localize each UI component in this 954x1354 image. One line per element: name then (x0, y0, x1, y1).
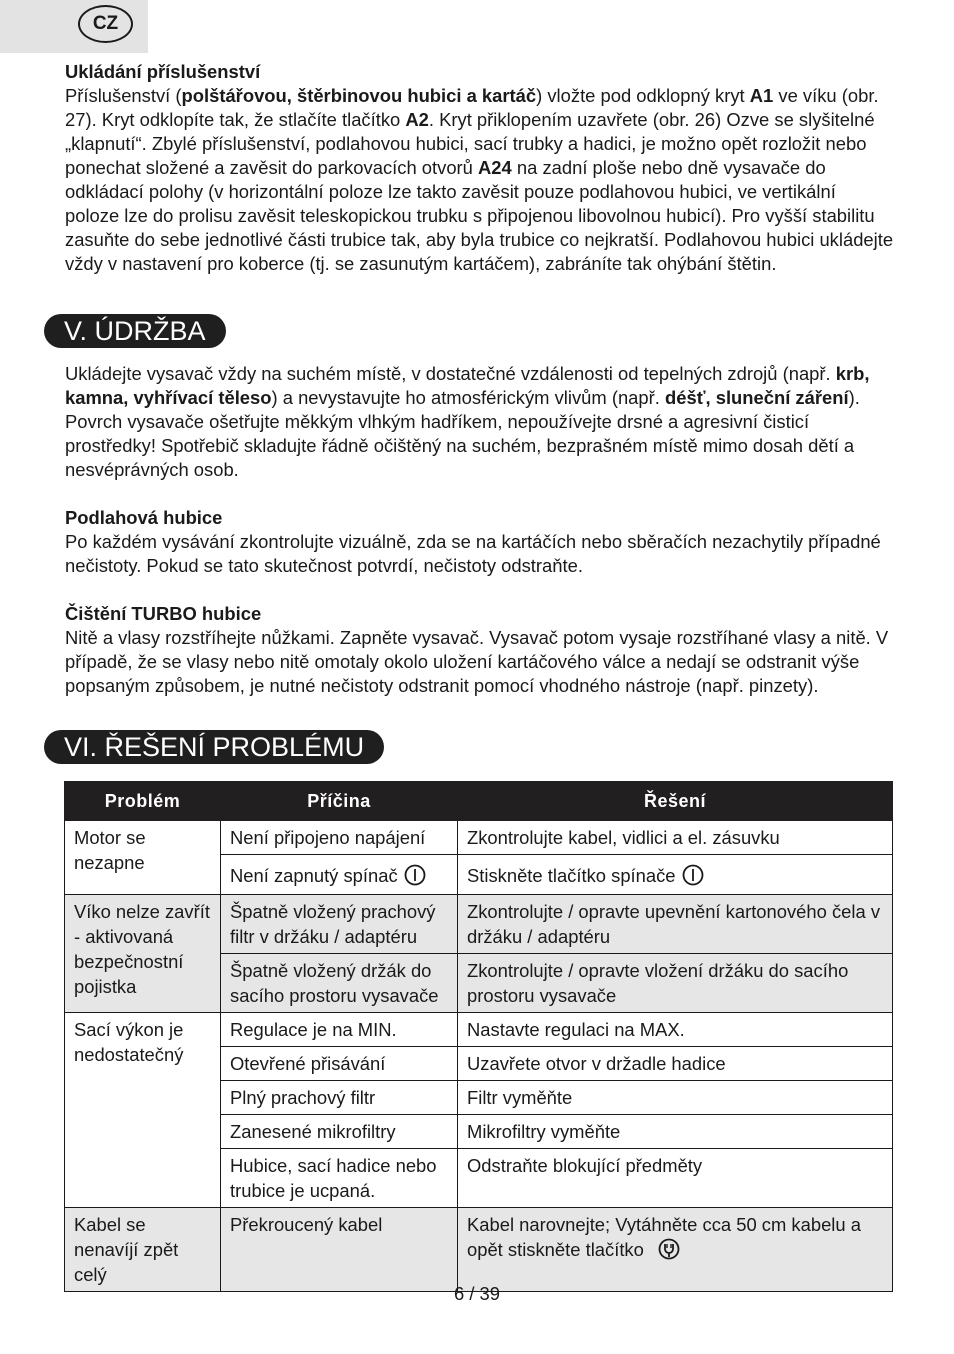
cause-cell: Plný prachový filtr (221, 1081, 458, 1115)
language-badge: CZ (78, 5, 133, 43)
floor-nozzle-text: Po každém vysávání zkontrolujte vizuálně, zda se na kartáčích nebo sběračích nezachytily případné nečistoty. Pokud se tato skutečnost potvrdí, nečistoty odstraňte. (65, 531, 881, 576)
solution-cell: Filtr vyměňte (458, 1081, 893, 1115)
solution-cell: Kabel narovnejte; Vytáhněte cca 50 cm kabelu a opět stiskněte tlačítko (458, 1208, 893, 1292)
cause-cell: Regulace je na MIN. (221, 1013, 458, 1047)
language-tab (0, 0, 148, 53)
table-row (65, 1208, 893, 1292)
problem-cell: Motor se nezapne (65, 821, 221, 895)
storage-paragraph: Příslušenství (polštářovou, štěrbinovou hubici a kartáč) vložte pod odklopný kryt A1 ve víku (obr. 27). Kryt odklopíte tak, že stlačíte tlačítko A2. Kryt přiklopením uzavřete (obr. 26) Ozve se slyšitelné „klapnutí“. Zbylé příslušenství, podlahovou hubici, sací trubky a hadici, je možno opět rozložit nebo ponechat složené a zavěsit do parkovacích otvorů A24 na zadní ploše nebo dně vysavače do odkládací polohy (v horizontální poloze lze takto zavěsit pouze podlahovou hubici, ve vertikální poloze lze do prolisu zavěsit teleskopickou trubku s připojenou libovolnou hubicí). Pro vyšší stabilitu zasuňte do sebe jednotlivé části trubice tak, aby byla trubice co nejkratší. Podlahovou hubici ukládejte vždy v nastavení pro koberce (tj. se zasunutým kartáčem), zabráníte tak ohýbání štětin. (65, 85, 894, 274)
solution-cell: Uzavřete otvor v držadle hadice (458, 1047, 893, 1081)
table-row (65, 895, 893, 954)
floor-nozzle-heading: Podlahová hubice (65, 507, 223, 528)
table-row (65, 1013, 893, 1047)
cause-cell: Otevřené přisávání (221, 1047, 458, 1081)
solution-cell: Zkontrolujte kabel, vidlici a el. zásuvku (458, 821, 893, 855)
solution-cell: Stiskněte tlačítko spínače (458, 855, 893, 895)
table-header-row (65, 782, 893, 821)
troubleshooting-table (64, 781, 893, 1292)
header-cause: Příčina (221, 782, 458, 821)
header-problem: Problém (65, 782, 221, 821)
storage-heading: Ukládání příslušenství (65, 61, 261, 82)
solution-cell: Odstraňte blokující předměty (458, 1149, 893, 1208)
maintenance-paragraph: Ukládejte vysavač vždy na suchém místě, v dostatečné vzdálenosti od tepelných zdrojů (např. krb, kamna, vyhřívací těleso) a nevystavujte ho atmosférickým vlivům (např. déšť, sluneční záření). Povrch vysavače ošetřujte měkkým vlhkým hadříkem, nepoužívejte drsné a agresivní čisticí prostředky! Spotřebič skladujte řádně očištěný na suchém, bezprašném místě mimo dosah dětí a nesvéprávných osob. (65, 363, 870, 480)
problem-cell: Sací výkon je nedostatečný (65, 1013, 221, 1208)
problem-cell: Kabel se nenavíjí zpět celý (65, 1208, 221, 1292)
cause-cell: Hubice, sací hadice nebo trubice je ucpaná. (221, 1149, 458, 1208)
power-icon (682, 864, 704, 886)
cause-cell: Zanesené mikrofiltry (221, 1115, 458, 1149)
header-solution: Řešení (458, 782, 893, 821)
cause-cell: Není připojeno napájení (221, 821, 458, 855)
problem-cell: Víko nelze zavřít - aktivovaná bezpečnostní pojistka (65, 895, 221, 1013)
maintenance-section (65, 362, 895, 698)
section-title-maintenance: V. ÚDRŽBA (44, 314, 226, 348)
cause-cell: Překroucený kabel (221, 1208, 458, 1292)
power-icon (404, 864, 426, 886)
turbo-heading: Čištění TURBO hubice (65, 603, 262, 624)
solution-cell: Zkontrolujte / opravte vložení držáku do sacího prostoru vysavače (458, 954, 893, 1013)
page-number: 6 / 39 (453, 1283, 501, 1304)
table-row (65, 821, 893, 855)
cause-cell: Špatně vložený držák do sacího prostoru vysavače (221, 954, 458, 1013)
cause-cell: Špatně vložený prachový filtr v držáku / adaptéru (221, 895, 458, 954)
storage-section (65, 60, 895, 276)
section-title-troubleshooting: VI. ŘEŠENÍ PROBLÉMU (44, 730, 384, 764)
cause-cell: Není zapnutý spínač (221, 855, 458, 895)
turbo-text: Nitě a vlasy rozstříhejte nůžkami. Zapněte vysavač. Vysavač potom vysaje rozstříhané vlasy a nitě. V případě, že se vlasy nebo nitě omotaly okolo uložení kartáčového válce a nedají se odstranit výše popsaným způsobem, je nutné nečistoty odstranit pomocí vhodného nástroje (např. pinzety). (65, 627, 889, 696)
cord-rewind-icon (658, 1238, 680, 1260)
solution-cell: Mikrofiltry vyměňte (458, 1115, 893, 1149)
solution-cell: Nastavte regulaci na MAX. (458, 1013, 893, 1047)
solution-cell: Zkontrolujte / opravte upevnění kartonového čela v držáku / adaptéru (458, 895, 893, 954)
